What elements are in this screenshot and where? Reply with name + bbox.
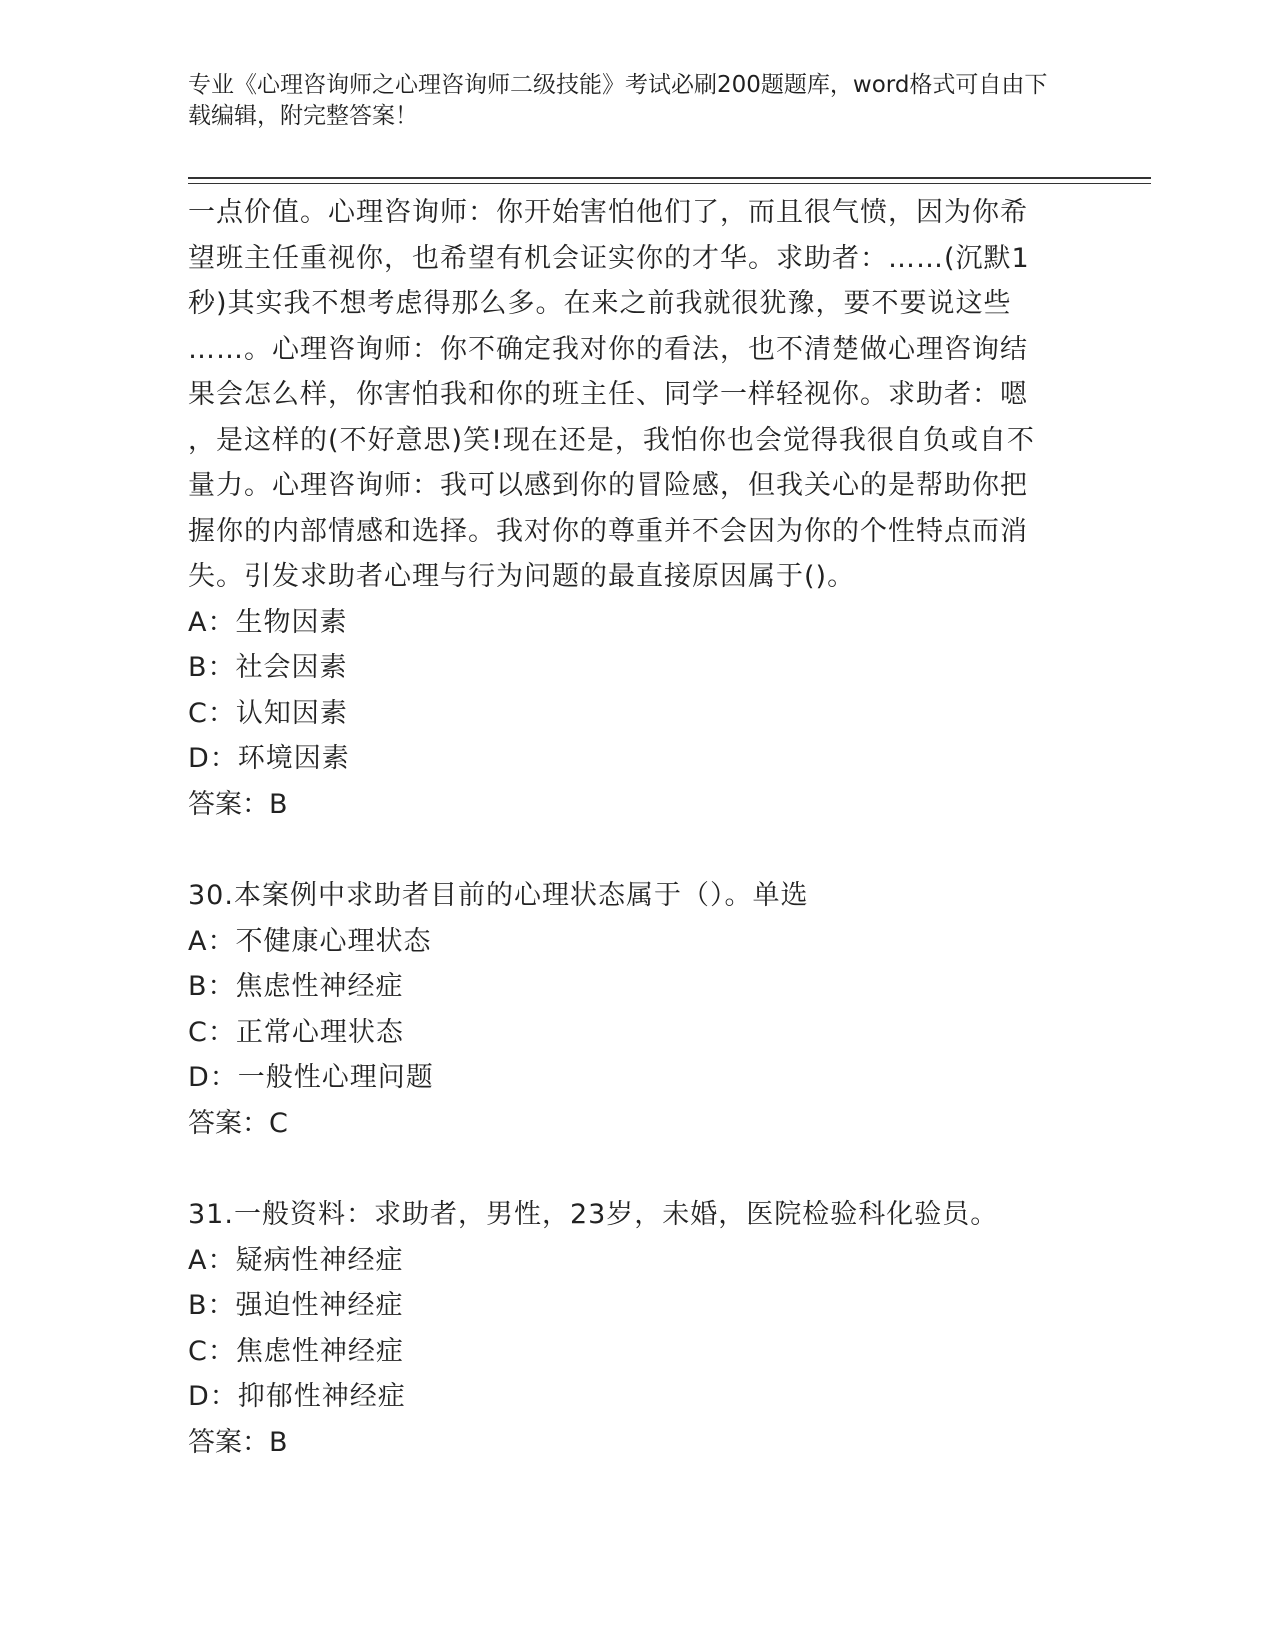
question-stem: 31.一般资料：求助者，男性，23岁，未婚，医院检验科化验员。 [188, 1199, 999, 1230]
question-stem-line: 一点价值。心理咨询师：你开始害怕他们了，而且很气愤，因为你希 [188, 197, 1028, 228]
question-stem-line: ……。心理咨询师：你不确定我对你的看法，也不清楚做心理咨询结 [188, 333, 1028, 365]
option-c: C：认知因素 [188, 697, 348, 729]
option-d: D：一般性心理问题 [188, 1062, 434, 1093]
option-b: B：焦虑性神经症 [188, 971, 404, 1002]
question-stem-line: ，是这样的(不好意思)笑!现在还是，我怕你也会觉得我很自负或自不 [188, 424, 1035, 456]
question-stem: 30.本案例中求助者目前的心理状态属于（）。单选 [188, 880, 809, 911]
answer-line: 答案：B [188, 788, 288, 820]
question-stem-line: 量力。心理咨询师：我可以感到你的冒险感，但我关心的是帮助你把 [188, 470, 1028, 501]
answer-line: 答案：B [188, 1426, 288, 1458]
option-a: A：疑病性神经症 [188, 1244, 404, 1276]
document-header: 专业《心理咨询师之心理咨询师二级技能》考试必刷200题题库，word格式可自由下载编辑，附完整答案！ [188, 72, 1048, 129]
question-stem-line: 望班主任重视你，也希望有机会证实你的才华。求助者：……(沉默1 [188, 242, 1030, 274]
option-d: D：环境因素 [188, 743, 350, 774]
option-b: B：社会因素 [188, 652, 348, 683]
header-rule-thin [188, 183, 1151, 184]
question-30 [188, 873, 1078, 1146]
option-d: D：抑郁性神经症 [188, 1381, 406, 1412]
answer-line: 答案：C [188, 1107, 288, 1139]
option-a: A：不健康心理状态 [188, 925, 432, 957]
option-b: B：强迫性神经症 [188, 1290, 404, 1321]
question-stem-line: 失。引发求助者心理与行为问题的最直接原因属于()。 [188, 561, 856, 592]
header-rule-thick [188, 177, 1151, 179]
option-c: C：正常心理状态 [188, 1016, 404, 1048]
question-31 [188, 1192, 1078, 1465]
option-c: C：焦虑性神经症 [188, 1335, 404, 1367]
question-29 [188, 190, 1078, 827]
question-stem-line: 握你的内部情感和选择。我对你的尊重并不会因为你的个性特点而消 [188, 515, 1028, 547]
question-stem-line: 秒)其实我不想考虑得那么多。在来之前我就很犹豫，要不要说这些 [188, 288, 1012, 319]
document-body [188, 190, 1078, 1511]
question-stem-line: 果会怎么样，你害怕我和你的班主任、同学一样轻视你。求助者：嗯 [188, 379, 1028, 410]
option-a: A：生物因素 [188, 606, 348, 638]
